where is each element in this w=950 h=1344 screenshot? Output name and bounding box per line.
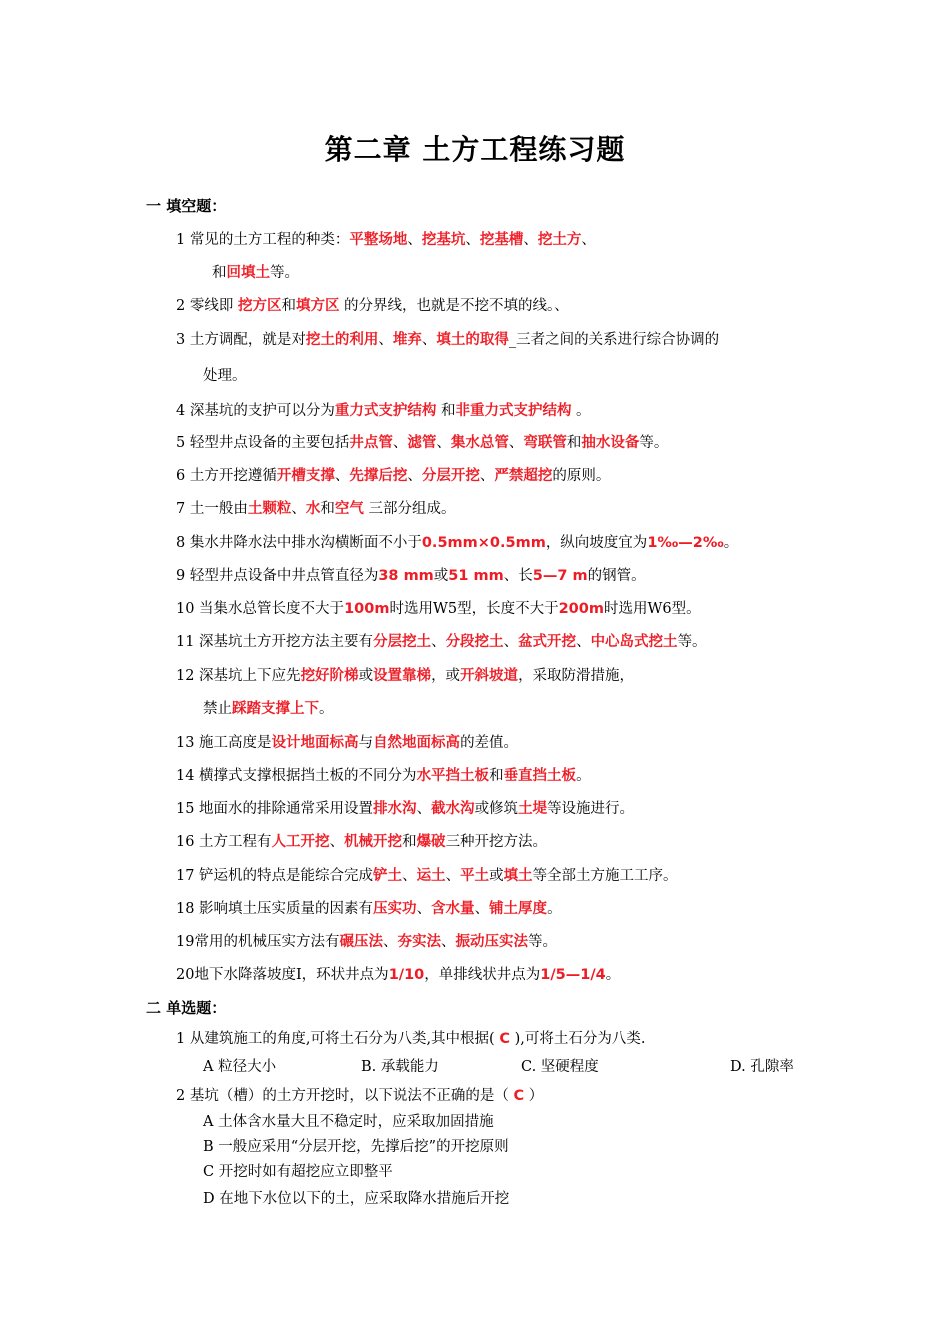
choice-question-2-option-d: D 在地下水位以下的土，应采取降水措施后开挖 — [203, 1191, 510, 1207]
choice-question-2: 2 基坑（槽）的土方开挖时，以下说法不正确的是（ C ） — [176, 1088, 544, 1104]
choice-question-2-option-c: C 开挖时如有超挖应立即整平 — [203, 1164, 393, 1180]
choice-question-1-option-d: D. 孔隙率 — [730, 1059, 794, 1075]
fill-question-14: 14 横撑式支撑根据挡土板的不同分为水平挡土板和垂直挡土板。 — [176, 768, 591, 784]
choice-question-1-option-c: C. 坚硬程度 — [521, 1059, 599, 1075]
choice-question-2-option-a: A 土体含水量大且不稳定时，应采取加固措施 — [203, 1114, 494, 1130]
fill-question-1: 1 常见的土方工程的种类：平整场地、挖基坑、挖基槽、挖土方、 — [176, 232, 596, 248]
fill-question-15: 15 地面水的排除通常采用设置排水沟、截水沟或修筑土堤等设施进行。 — [176, 801, 635, 817]
section-single-choice-heading: 二 单选题： — [146, 999, 227, 1017]
fill-question-1-cont: 和回填土等。 — [212, 265, 299, 281]
fill-question-9: 9 轻型井点设备中井点管直径为38 mm或51 mm、长5—7 m的钢管。 — [176, 568, 646, 584]
fill-question-11: 11 深基坑土方开挖方法主要有分层挖土、分段挖土、盆式开挖、中心岛式挖土等。 — [176, 634, 707, 650]
page-title: 第二章 土方工程练习题 — [324, 133, 626, 166]
fill-question-3-cont: 处理。 — [203, 368, 247, 384]
choice-question-2-option-b: B 一般应采用“分层开挖，先撑后挖”的开挖原则 — [203, 1139, 509, 1155]
choice-question-1-option-a: A 粒径大小 — [203, 1059, 277, 1075]
fill-question-16: 16 土方工程有人工开挖、机械开挖和爆破三种开挖方法。 — [176, 834, 548, 850]
fill-question-6: 6 土方开挖遵循开槽支撑、先撑后挖、分层开挖、严禁超挖的原则。 — [176, 468, 611, 484]
fill-question-3: 3 土方调配，就是对挖土的利用、堆弃、填土的取得_三者之间的关系进行综合协调的 — [176, 332, 720, 348]
fill-question-17: 17 铲运机的特点是能综合完成铲土、运土、平土或填土等全部土方施工工序。 — [176, 868, 678, 884]
fill-question-8: 8 集水井降水法中排水沟横断面不小于0.5mm×0.5mm，纵向坡度宜为1‰—2‰。 — [176, 535, 739, 551]
fill-question-20: 20地下水降落坡度I，环状井点为1/10，单排线状井点为1/5—1/4。 — [176, 967, 621, 983]
choice-question-1-option-b: B. 承载能力 — [361, 1059, 439, 1075]
fill-question-12-cont: 禁止踩踏支撑上下。 — [203, 701, 334, 717]
fill-question-5: 5 轻型井点设备的主要包括井点管、滤管、集水总管、弯联管和抽水设备等。 — [176, 435, 669, 451]
fill-question-7: 7 土一般由土颗粒、水和空气 三部分组成。 — [176, 501, 456, 517]
fill-question-10: 10 当集水总管长度不大于100m时选用W5型，长度不大于200m时选用W6型。 — [176, 601, 701, 617]
section-fill-blank-heading: 一 填空题： — [146, 197, 227, 215]
fill-question-13: 13 施工高度是设计地面标高与自然地面标高的差值。 — [176, 735, 519, 751]
fill-question-12: 12 深基坑上下应先挖好阶梯或设置靠梯，或开斜坡道，采取防滑措施， — [176, 668, 635, 684]
fill-question-18: 18 影响填土压实质量的因素有压实功、含水量、铺土厚度。 — [176, 901, 562, 917]
fill-question-19: 19常用的机械压实方法有碾压法、夯实法、振动压实法等。 — [176, 934, 557, 950]
choice-question-1: 1 从建筑施工的角度,可将土石分为八类,其中根据( C ),可将土石分为八类. — [176, 1031, 646, 1047]
fill-question-2: 2 零线即 挖方区和填方区 的分界线，也就是不挖不填的线。、 — [176, 298, 569, 314]
fill-question-4: 4 深基坑的支护可以分为重力式支护结构 和非重力式支护结构 。 — [176, 403, 591, 419]
